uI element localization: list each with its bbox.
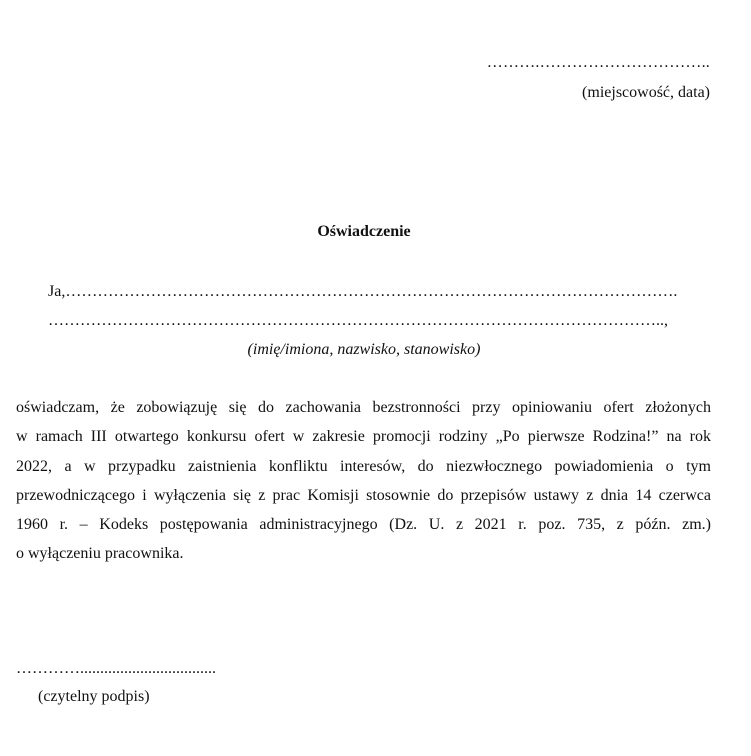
declarant-line-1: Ja,……………………………………………………………………………………………………. [48, 283, 678, 300]
body-line-5: 1960 r. – Kodeks postępowania administracyjnego (Dz. U. z 2021 r. poz. 735, z późn. zm.) [16, 516, 711, 534]
body-line-6: o wyłączeniu pracownika. [16, 545, 184, 563]
body-line-3: 2022, a w przypadku zaistnienia konfliktu interesów, do niezwłocznego powiadomienia o tym [16, 457, 711, 475]
place-date-dots: ……….………………………….. [486, 54, 710, 71]
place-date-label: (miejscowość, data) [582, 84, 710, 101]
declaration-body [16, 393, 711, 569]
body-line-2: w ramach III otwartego konkursu ofert w zakresie promocji rodziny „Po pierwsze Rodzina!” na rok [16, 428, 711, 446]
declarant-line-2: …………………………………………………………………………………………………….., [48, 312, 668, 329]
body-line-4: przewodniczącego i wyłączenia się z prac Komisji stosownie do przepisów ustawy z dnia 14 czerwca [16, 486, 711, 504]
body-line-1: oświadczam, że zobowiązuję się do zachowania bezstronności przy opiniowaniu ofert złożonych [16, 399, 711, 416]
signature-label: (czytelny podpis) [38, 688, 150, 705]
declarant-label: (imię/imiona, nazwisko, stanowisko) [247, 341, 481, 358]
signature-dots: ………….................................. [16, 660, 216, 677]
document-title: Oświadczenie [317, 223, 411, 240]
